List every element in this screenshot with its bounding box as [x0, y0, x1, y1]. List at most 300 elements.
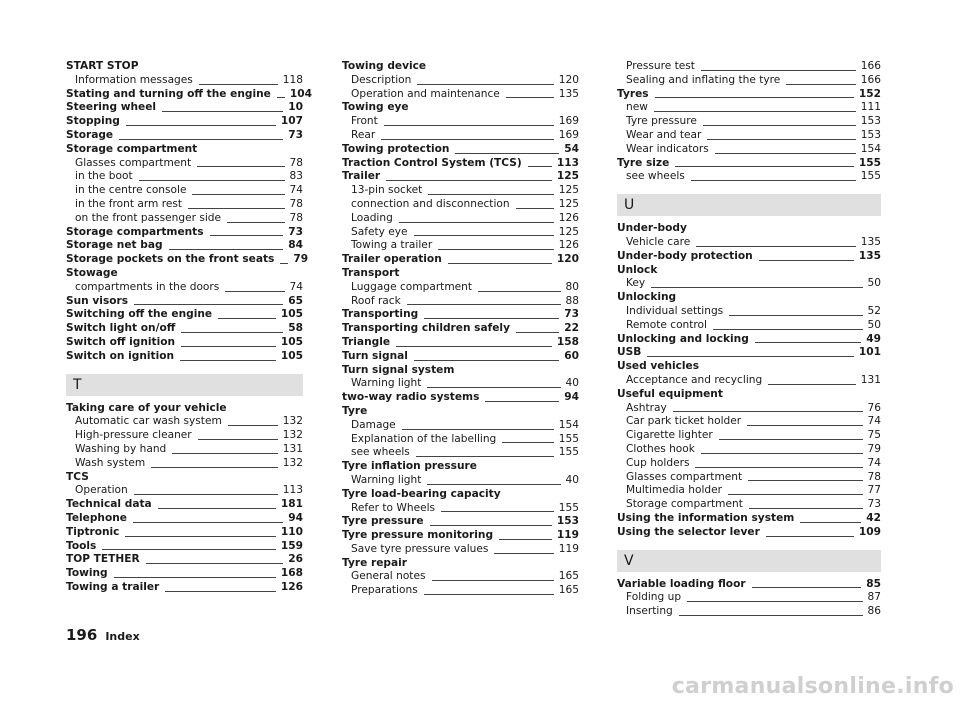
leader-line	[427, 484, 560, 485]
entry-page-number: 80	[565, 280, 579, 293]
entry-label: Storage compartment	[66, 142, 198, 155]
entry-label: Cigarette lighter	[626, 429, 713, 442]
index-subentry	[342, 543, 579, 557]
leader-line	[448, 263, 552, 264]
entry-page-number: 109	[858, 525, 881, 538]
index-subentry	[342, 377, 579, 391]
entry-page-number: 75	[867, 429, 881, 442]
index-subentry	[66, 457, 303, 471]
entry-label: Vehicle care	[626, 235, 691, 248]
entry-label: in the front arm rest	[75, 197, 183, 210]
leader-line	[277, 97, 285, 98]
index-entry	[617, 88, 881, 102]
leader-line	[417, 84, 553, 85]
entry-page-number: 104	[289, 87, 312, 100]
entry-label: Unlock	[617, 263, 658, 276]
entry-label: on the front passenger side	[75, 211, 222, 224]
index-entry	[342, 143, 579, 157]
index-entry	[617, 526, 881, 540]
index-entry	[342, 253, 579, 267]
leader-line	[430, 525, 552, 526]
entry-label: Damage	[351, 418, 396, 431]
leader-line	[126, 125, 276, 126]
entry-page-number: 152	[858, 87, 881, 100]
entry-label: in the boot	[75, 170, 133, 183]
entry-page-number: 119	[558, 542, 579, 555]
leader-line	[728, 494, 863, 495]
index-subentry	[617, 429, 881, 443]
index-entry	[617, 346, 881, 360]
entry-label: Towing eye	[342, 101, 409, 114]
entry-label: Refer to Wheels	[351, 501, 436, 514]
entry-label: Safety eye	[351, 225, 408, 238]
leader-line	[654, 111, 856, 112]
entry-page-number: 126	[558, 239, 579, 252]
leader-line	[696, 246, 856, 247]
index-entry	[66, 567, 303, 581]
entry-label: Warning light	[351, 377, 422, 390]
entry-label: Trailer operation	[342, 253, 442, 266]
entry-label: General notes	[351, 570, 426, 583]
entry-page-number: 169	[558, 115, 579, 128]
entry-label: two-way radio systems	[342, 391, 480, 404]
entry-label: Telephone	[66, 511, 127, 524]
entry-page-number: 65	[288, 294, 303, 307]
index-entry	[66, 308, 303, 322]
leader-line	[210, 235, 284, 236]
leader-line	[114, 577, 276, 578]
index-subentry	[617, 305, 881, 319]
index-entry	[342, 336, 579, 350]
index-entry	[617, 222, 881, 236]
index-entry	[342, 350, 579, 364]
entry-page-number: 26	[288, 553, 303, 566]
entry-page-number: 155	[860, 170, 881, 183]
index-entry	[342, 308, 579, 322]
entry-label: see wheels	[351, 446, 410, 459]
index-subentry	[617, 115, 881, 129]
leader-line	[218, 318, 276, 319]
entry-label: Rear	[351, 128, 376, 141]
entry-label: 13-pin socket	[351, 184, 423, 197]
leader-line	[402, 429, 554, 430]
entry-page-number: 155	[558, 432, 579, 445]
entry-page-number: 125	[558, 197, 579, 210]
entry-page-number: 155	[558, 501, 579, 514]
leader-line	[713, 329, 863, 330]
leader-line	[396, 346, 552, 347]
index-entry	[66, 512, 303, 526]
leader-line	[506, 97, 554, 98]
entry-label: Inserting	[626, 605, 673, 618]
leader-line	[516, 208, 554, 209]
leader-line	[432, 580, 554, 581]
index-subentry	[342, 226, 579, 240]
entry-label: Glasses compartment	[75, 156, 192, 169]
entry-label: Switch on ignition	[66, 349, 175, 362]
entry-label: Tyres	[617, 87, 649, 100]
entry-label: Tyre repair	[342, 556, 407, 569]
leader-line	[169, 249, 284, 250]
leader-line	[673, 411, 863, 412]
leader-line	[414, 235, 554, 236]
index-entry	[66, 322, 303, 336]
leader-line	[455, 153, 559, 154]
entry-page-number: 77	[867, 484, 881, 497]
entry-page-number: 125	[558, 184, 579, 197]
entry-page-number: 52	[867, 304, 881, 317]
entry-label: Storage pockets on the front seats	[66, 253, 275, 266]
entry-label: Automatic car wash system	[75, 415, 222, 428]
index-subentry	[617, 170, 881, 184]
leader-line	[494, 553, 553, 554]
entry-page-number: 42	[866, 511, 881, 524]
entry-label: Transport	[342, 266, 400, 279]
index-entry	[617, 360, 881, 374]
leader-line	[687, 601, 862, 602]
entry-label: Tyre	[342, 404, 368, 417]
entry-page-number: 79	[293, 253, 309, 266]
leader-line	[499, 539, 552, 540]
entry-label: Information messages	[75, 73, 193, 86]
entry-page-number: 105	[280, 349, 303, 362]
footer-title: Index	[105, 630, 140, 643]
index-entry	[342, 391, 579, 405]
index-entry	[66, 581, 303, 595]
index-entry	[66, 336, 303, 350]
index-subentry	[617, 374, 881, 388]
leader-line	[502, 442, 553, 443]
index-entry	[66, 526, 303, 540]
entry-label: Tyre load-bearing capacity	[342, 487, 501, 500]
entry-label: Preparations	[351, 584, 418, 597]
entry-page-number: 166	[860, 60, 881, 72]
leader-line	[133, 522, 283, 523]
index-subentry	[617, 129, 881, 143]
entry-page-number: 153	[556, 515, 579, 528]
entry-page-number: 94	[288, 511, 303, 524]
entry-page-number: 73	[288, 128, 303, 141]
leader-line	[151, 467, 278, 468]
entry-label: Ashtray	[626, 401, 667, 414]
index-subentry	[66, 415, 303, 429]
entry-page-number: 119	[556, 529, 579, 542]
index-column-2	[342, 60, 579, 598]
index-subentry	[342, 433, 579, 447]
entry-page-number: 86	[867, 605, 881, 618]
entry-label: Description	[351, 73, 412, 86]
index-subentry	[617, 277, 881, 291]
leader-line	[427, 387, 560, 388]
entry-page-number: 125	[556, 170, 579, 183]
index-entry	[342, 557, 579, 571]
entry-label: Operation	[75, 484, 128, 497]
leader-line	[749, 508, 863, 509]
index-entry	[66, 60, 303, 74]
leader-line	[766, 536, 854, 537]
entry-label: Pressure test	[626, 60, 695, 72]
index-subentry	[342, 239, 579, 253]
index-subentry	[617, 605, 881, 619]
leader-line	[428, 194, 553, 195]
entry-page-number: 10	[288, 101, 303, 114]
leader-line	[516, 332, 559, 333]
index-entry	[66, 115, 303, 129]
entry-label: Individual settings	[626, 304, 724, 317]
entry-label: Tyre inflation pressure	[342, 460, 477, 473]
index-subentry	[342, 281, 579, 295]
entry-label: Stopping	[66, 115, 120, 128]
entry-page-number: 154	[860, 142, 881, 155]
entry-label: Storage compartment	[626, 498, 743, 511]
leader-line	[655, 97, 854, 98]
index-subentry	[342, 115, 579, 129]
entry-label: Tyre size	[617, 156, 670, 169]
entry-label: Using the information system	[617, 511, 795, 524]
entry-page-number: 50	[867, 318, 881, 331]
section-letter-header: V	[617, 550, 881, 572]
leader-line	[478, 291, 560, 292]
index-subentry	[617, 471, 881, 485]
entry-label: Technical data	[66, 498, 152, 511]
index-subentry	[342, 88, 579, 102]
entry-label: Steering wheel	[66, 101, 157, 114]
index-entry	[66, 239, 303, 253]
leader-line	[146, 563, 284, 564]
leader-line	[228, 425, 278, 426]
entry-page-number: 88	[565, 294, 579, 307]
entry-label: Useful equipment	[617, 387, 723, 400]
index-subentry	[66, 198, 303, 212]
entry-label: Used vehicles	[617, 360, 700, 373]
leader-line	[119, 139, 283, 140]
index-entry	[342, 460, 579, 474]
index-entry	[617, 264, 881, 278]
entry-label: Tiptronic	[66, 525, 120, 538]
entry-page-number: 74	[289, 280, 303, 293]
index-entry	[342, 322, 579, 336]
leader-line	[719, 439, 863, 440]
leader-line	[800, 522, 861, 523]
entry-page-number: 113	[556, 156, 579, 169]
index-subentry	[617, 60, 881, 74]
entry-page-number: 181	[280, 498, 303, 511]
index-column-3	[617, 60, 881, 619]
entry-label: Storage compartments	[66, 225, 204, 238]
entry-page-number: 132	[282, 456, 303, 469]
index-entry	[66, 402, 303, 416]
leader-line	[416, 456, 554, 457]
index-entry	[342, 157, 579, 171]
index-subentry	[66, 184, 303, 198]
entry-page-number: 153	[860, 128, 881, 141]
leader-line	[180, 360, 276, 361]
entry-label: Acceptance and recycling	[626, 373, 763, 386]
leader-line	[407, 304, 561, 305]
entry-page-number: 154	[558, 418, 579, 431]
index-entry	[342, 364, 579, 378]
section-letter-header: U	[617, 194, 881, 216]
index-subentry	[342, 198, 579, 212]
entry-page-number: 40	[565, 473, 579, 486]
index-entry	[342, 488, 579, 502]
index-subentry	[617, 498, 881, 512]
entry-page-number: 125	[558, 225, 579, 238]
index-entry	[66, 471, 303, 485]
index-entry	[66, 295, 303, 309]
leader-line	[381, 139, 554, 140]
index-entry	[66, 101, 303, 115]
leader-line	[755, 342, 861, 343]
leader-line	[399, 222, 554, 223]
entry-page-number: 110	[280, 525, 303, 538]
entry-label: Switch light on/off	[66, 322, 176, 335]
entry-label: Front	[351, 115, 378, 128]
entry-page-number: 165	[558, 584, 579, 597]
entry-label: Wear indicators	[626, 142, 709, 155]
entry-label: Loading	[351, 211, 393, 224]
leader-line	[647, 356, 854, 357]
entry-label: Key	[626, 277, 646, 290]
leader-line	[691, 180, 856, 181]
index-subentry	[342, 212, 579, 226]
index-subentry	[342, 129, 579, 143]
entry-page-number: 168	[280, 567, 303, 580]
entry-label: Tyre pressure	[342, 515, 424, 528]
entry-page-number: 73	[288, 225, 303, 238]
entry-page-number: 83	[289, 170, 303, 183]
entry-label: Stating and turning off the engine	[66, 87, 271, 100]
entry-label: Stowage	[66, 266, 118, 279]
entry-label: Luggage compartment	[351, 280, 473, 293]
leader-line	[786, 84, 855, 85]
leader-line	[752, 587, 862, 588]
entry-label: Variable loading floor	[617, 577, 746, 590]
index-entry	[617, 578, 881, 592]
entry-label: Tools	[66, 539, 97, 552]
entry-label: Turn signal	[342, 349, 408, 362]
index-subentry	[66, 429, 303, 443]
leader-line	[225, 291, 284, 292]
entry-page-number: 132	[282, 415, 303, 428]
entry-page-number: 87	[867, 591, 881, 604]
entry-label: Transporting children safely	[342, 322, 510, 335]
entry-page-number: 78	[289, 211, 303, 224]
entry-page-number: 153	[860, 115, 881, 128]
entry-label: Towing a trailer	[351, 239, 433, 252]
index-subentry	[617, 101, 881, 115]
entry-label: Turn signal system	[342, 363, 455, 376]
index-subentry	[342, 474, 579, 488]
leader-line	[172, 453, 277, 454]
leader-line	[701, 453, 863, 454]
leader-line	[729, 315, 862, 316]
index-subentry	[617, 402, 881, 416]
entry-page-number: 40	[565, 377, 579, 390]
entry-page-number: 50	[867, 277, 881, 290]
index-subentry	[617, 457, 881, 471]
entry-label: Storage	[66, 128, 114, 141]
entry-page-number: 111	[860, 101, 881, 114]
entry-label: Clothes hook	[626, 442, 695, 455]
entry-label: TOP TETHER	[66, 553, 140, 566]
leader-line	[414, 360, 559, 361]
entry-page-number: 135	[860, 235, 881, 248]
entry-page-number: 105	[280, 335, 303, 348]
index-subentry	[342, 584, 579, 598]
leader-line	[280, 263, 288, 264]
index-entry	[66, 498, 303, 512]
index-subentry	[342, 184, 579, 198]
entry-label: Towing device	[342, 60, 427, 72]
leader-line	[675, 166, 854, 167]
index-subentry	[342, 295, 579, 309]
leader-line	[386, 180, 552, 181]
entry-label: in the centre console	[75, 184, 187, 197]
index-entry	[66, 350, 303, 364]
index-subentry	[342, 446, 579, 460]
section-letter-header: T	[66, 374, 303, 396]
leader-line	[158, 508, 276, 509]
entry-page-number: 79	[867, 442, 881, 455]
entry-label: compartments in the doors	[75, 280, 220, 293]
entry-page-number: 118	[282, 73, 303, 86]
entry-page-number: 158	[556, 335, 579, 348]
entry-label: Multimedia holder	[626, 484, 722, 497]
entry-label: Switching off the engine	[66, 308, 213, 321]
index-entry	[617, 512, 881, 526]
leader-line	[199, 84, 278, 85]
entry-label: Under-body	[617, 222, 687, 235]
leader-line	[181, 332, 283, 333]
entry-page-number: 166	[860, 73, 881, 86]
entry-label: Transporting	[342, 308, 419, 321]
entry-page-number: 78	[289, 156, 303, 169]
leader-line	[192, 194, 284, 195]
index-entry	[342, 170, 579, 184]
leader-line	[139, 180, 285, 181]
entry-page-number: 165	[558, 570, 579, 583]
leader-line	[438, 249, 554, 250]
leader-line	[384, 125, 554, 126]
entry-page-number: 73	[564, 308, 579, 321]
entry-page-number: 159	[280, 539, 303, 552]
entry-page-number: 78	[289, 197, 303, 210]
entry-page-number: 155	[558, 446, 579, 459]
entry-label: new	[626, 101, 648, 114]
index-entry	[66, 540, 303, 554]
entry-label: USB	[617, 346, 642, 359]
leader-line	[528, 166, 552, 167]
index-subentry	[66, 281, 303, 295]
entry-label: Cup holders	[626, 456, 690, 469]
entry-page-number: 135	[858, 249, 881, 262]
entry-label: Under-body protection	[617, 249, 753, 262]
leader-line	[441, 511, 554, 512]
watermark: carmanualsonline.info	[671, 674, 954, 699]
index-subentry	[617, 484, 881, 498]
leader-line	[703, 125, 856, 126]
index-entry	[342, 101, 579, 115]
leader-line	[695, 467, 862, 468]
leader-line	[424, 594, 554, 595]
entry-page-number: 74	[289, 184, 303, 197]
entry-page-number: 60	[564, 349, 579, 362]
entry-label: Unlocking and locking	[617, 332, 749, 345]
entry-page-number: 131	[860, 373, 881, 386]
leader-line	[424, 318, 559, 319]
index-entry	[617, 250, 881, 264]
